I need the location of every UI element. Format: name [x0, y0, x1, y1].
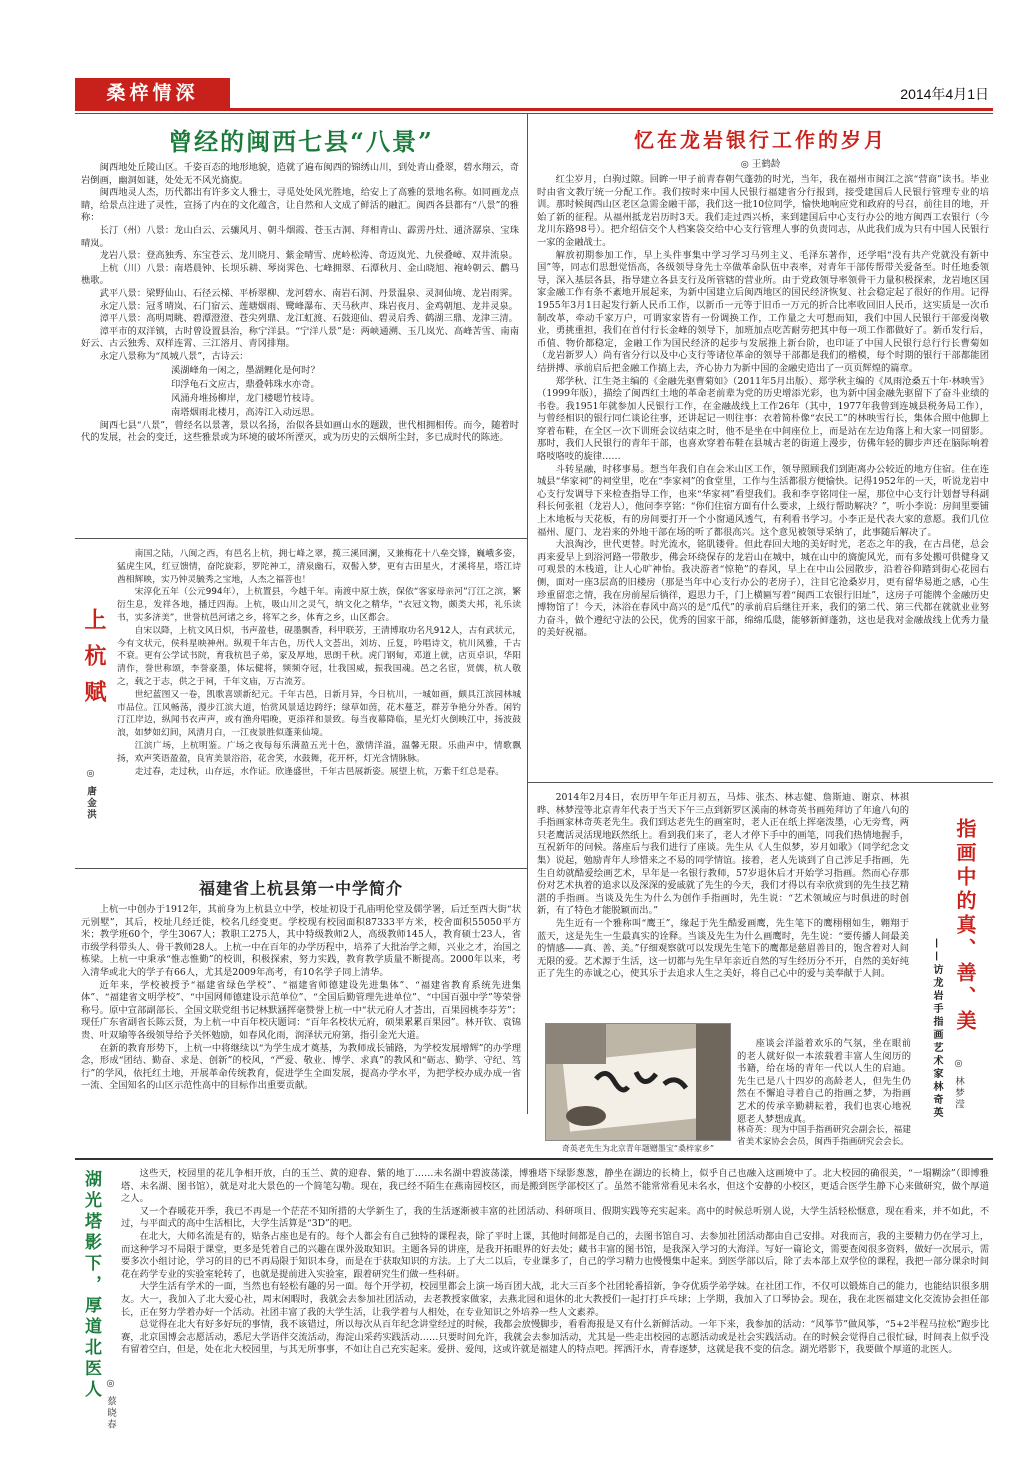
divider-art2 [528, 782, 993, 783]
divider-bottom [75, 1158, 993, 1160]
article6-para: 大学生活有学术的一面，当然也有轻松有趣的另一面。每个开学初，校园里都会上演一场百团大战，北大三百多个社团轮番招新，争夺优质学弟学妹。在社团工作，不仅可以锻炼自己的能力，也能结识很多朋友。大一，我加入了北大爱心社，周末闲暇时，我就会去参加社团活动，去老教授家做家，去燕北园和退休的北大教授们一起打打乒乓球；上学期，我加入了口琴协会。现在，我在北医福建文化交流协会担任部长，正在努力学着办好一个活动。社团丰富了我的大学生活，让我学着与人相处，在专业知识之外培养一些人文素养。 [121, 1281, 989, 1318]
article3-para: 走过春，走过秋，山存远，水作证。欣逢盛世，千年古邑展新姿。展望上杭，万紫千红总是春。 [134, 766, 505, 777]
section-title: 桑梓情深 [75, 78, 230, 108]
article3-para: 江滨广场，上杭明鉴。广场之夜每每乐满盈五光十色，激情洋溢，温馨无限。乐曲声中，情歌飘扬，欢声笑语盈盈，良宵美景浴浴，花舍笑，水鼓舞，花开杯，灯光含情脉脉。 [117, 740, 521, 764]
poem-line: 风涌舟堆扬柳岸，龙门楼嗯竹枝诗。 [171, 392, 320, 404]
article2-para: 郑学秋、江生尧主编的《金融先驱曹菊如》（2011年5月出版）、郑学秋主编的《凤雨沧桑五十年·林映雪》（1999年版），描绘了闽西红土地的革命老前辈为党的历史增添光彩，也为新中国金融先驱留下了奋斗业绩的书卷。我1951年就参加人民银行工作，在金融战线上工作26年（其中，1977年我曾到连城县税务局工作），与曾经相识的银行同仁谈论往事，还讲起记一则往事：衣着简朴像“农民工”的林映雪行长，集体合照中他脚上穿着布鞋，在全区一次下训班会议结束之时，他不是坐在中间座位上，而是站在左边角落上和大家一同留影。那时，我们人民银行的青年干部，也喜欢穿着布鞋在县城古老的街道上漫步，仿佛年轻的脚步声还在脑际响着咯吱咯吱的旋律…… [537, 375, 989, 463]
poem-line: 印浮龟石文应古，鼎叠韩珠水亦奇。 [171, 378, 320, 390]
artist-bio-text: 林奇英：现为中国手指画研究会副会长，福建省美术家协会会员，闽西手指画研究会会长。 [737, 1125, 911, 1147]
article6-para: 在北大，大师名流是有的，贴条占座也是有的。每个人都会有自己独特的课程表，除了平时上课，其他时间都是自己的，去图书馆自习、去参加社团活动都由自己安排。对我而言，我的主要精力仍在学习上，而这种学习不局限于课堂，更多是凭着自己的兴趣在课外汲取知识。主题各异的讲座，是我开拓眼界的好去处；藏书丰富的图书馆，是我深入学习的大海洋。写好一篇论文，需要查阅很多资料，做好一次展示，需要多次小组讨论，学习的目的已不再局限于知识本身，而是在于获取知识的方法。上了大二以后，专业课多了，自己的学习精力也慢慢集中起来。到医学部以后，除了去本部上双学位的课程，我把一部分课余时间花在药学专业的实验室轮转了，也就是提前进入实验室，跟着研究生们做一些科研。 [121, 1230, 989, 1280]
article1-para: 闽西地处丘陵山区。千姿百态的地形地貌，造就了遍布闽西的锦绣山川，到处青山叠翠，碧水翔云，奇岩倒画，幽洞如谜，处处无不风光旖旎。 [81, 162, 519, 186]
article3-para: 自宋以降，上杭文风日炽，书声盈巷，砚墨飘香，科甲联芳，王清博取功名凡912人，古有武状元，今有文状元，侯科星映神州。纵观千年古色，历代人文荟出，刘坊、丘复，吟唱诗文，杭川风雅，千古不衰。更有公学试书院，育我杭邑子弟，家及厚地，思朗千秋。虎门钢甸，邓道上就，店页卓识，华阳清作，誉世称颂，李誉豪墨，体坛健将，频频夺冠，壮我国威，振我国魂。邑之名宦，贤儒，杭人敬之，载之于志，供之于祠，千年文庙，万古流芳。 [117, 625, 521, 687]
article6-body [121, 1168, 989, 1357]
article6-byline: ◎ 蔡晓春 [105, 1378, 116, 1431]
article3-para: 世纪蓝图又一卷，凯歌喜颂新纪元。千年古邑，日新月异，今日杭川，一城如画，颇具江滨园林城市品位。江风畅荡，漫步江滨大道，怡赏风景适边跨纾；绿草如茵，花木蔓芝，群芳争艳分外香。闲钓汀江岸边，纵闻书衣声声，或有渔舟唱晚，更添祥和景致。每当夜幕降临，星光灯火倒映江中，扬波鼓浪，如梦如幻间，风清月白，一江夜景胜似蓬莱仙境。 [117, 689, 521, 739]
article1-body [81, 162, 519, 445]
poem-line: 溪湖峰角一闲之，墨湖鲤化是何时？ [171, 364, 320, 376]
article1-closing: 闽西七县“八景”，曾经名以景著，景以名扬，治似各县如画山水的题跋，世代相拥相传。而今，随着时代的发展，社会的变迁，这些雅景或为环境的破坏所湮灭，或为历史的云烟所尘封，多已成时代的陈迹。 [81, 419, 519, 444]
article1-para: 漳平八景：高明周眺、碧潭澄澄、苍尖列鼎、龙江虹渡、石鼓迎仙、碧灵启秀、鹤湖三鼎、龙津三清。 [99, 313, 518, 325]
masthead-rule [75, 108, 993, 111]
article5-byline: ◎ 林梦滢 [953, 1058, 964, 1111]
article2-para: 解放初期参加工作，早上头件事集中学习学习马列主义、毛泽东著作，还学唱“没有共产党就没有新中国”等，同志们思想觉悟高，各级领导身先士卒做革命队伍中表率，对青年干部传帮带关爱备至。时任地委领导，深入基层各县，指导建立各县支行及所管辖的营业所。由于党政领导率领骨干力量积极探索，龙岩地区国家金融工作有条不紊地开展起来，为新中国建立后闽西地区的国民经济恢复、社会稳定起了很好的作用。记得1955年3月1日起发行新人民币工作，以新币一元等于旧币一万元的折合比率收回旧人民币，这实质是一次币制改革，牵动千家万户，可谓家家皆有一份调换工作，工作量之大可想而知，我们中国人民银行干部爱岗敬业，勇挑重担，我们在首付行长金峰的领导下，加班加点吃苦耐劳把其中每一项工作都做好了。新币发行后，币值、物价都稳定，金融工作为国民经济的起步与发展推上新台阶，也印证了中国人民银行总行行长曹菊如（龙岩新罗人）尚有省分行以及中心支行等诸位革命的领导干部都是我们的楷模，每个时期的银行干部都能团结拼搏、承前启后把金融工作搞上去，齐心协力为新中国的金融史造出了一页页辉煌的篇章。 [537, 249, 989, 374]
article5-body [537, 792, 909, 981]
article1-para: 漳平市的双洋镇，古时曾设置县治，称宁洋县。“宁洋八景”是：两峡通溯、玉几岚光、高峰苦雪、南南好云、古云独秀、双样连霄、三江溶月、青冈排翔。 [81, 325, 519, 350]
article6-para: 又一个春暖花开季，我已不再是一个茫茫不知所措的大学新生了，我的生活逐渐被丰富的社团活动、科研项目、假期实践等充实起来。高中的时候总听别人说，大学生活轻松惬意，现在看来，并不如此，不过，与平面式的高中生活相比，大学生活算是“3D”的吧。 [121, 1205, 989, 1230]
article2-para: 大浪淘沙，世代更替。时光流水，铭肌镂骨。但此春回大地的美好时光，老态之年的我，在古昌佬，总会再来爱早上到浴河路一带散步，佛会环绕保存的龙岩山在城中，城在山中的旖旎风光，而有多处搬可供健身又可观景的木栈道，让人心旷神怡。我决游者“惊艳”的春风，早上在中山公园散步，沿着谷仰踏到街心花园右侧，面对一座3层高的旧楼房（那是当年中心支行办公的老房子），注目它沧桑岁月，更有留华易逝之感，心生珍重留恋之情，我在房前屋后徜徉，遐思力千，门上横匾写着“闽西工农银行旧址”，这房子可能牌个金融历史博物馆了！今天，沐浴在春风中高兴的是“瓜代”的承前启后继往开来，我们的第二代、第三代都在就就业业努力奋斗，做个遵纪守法的公民，优秀的国家干部，绵绵瓜瓞，能够新鲜蓬勃，这也是我对金融战线上优秀力量的美好祝福。 [537, 539, 989, 639]
article1-para: 永定八景称为“凤城八景”，古诗云： [99, 350, 249, 362]
article2-body [537, 174, 989, 640]
article6-title: 湖光塔影下，厚道北医人 [81, 1170, 101, 1401]
article5-subtitle: ——访龙岩手指画艺术家林奇英 [931, 938, 942, 1120]
masthead [75, 78, 993, 108]
article1-para: 武平八景：梁野仙山、石径云梯、平桥翠柳、龙河碧水、南岩石洞、丹景温泉、灵洞仙境、龙岩雨霁。 [99, 287, 518, 299]
masthead-rule-thin [75, 113, 993, 114]
article4-body [81, 904, 521, 1093]
column-divider [527, 114, 528, 1114]
article6-para: 总觉得在北大有好多好玩的事情，我不该错过，所以每次从百年纪念讲堂经过的时候，我都会放慢脚步，看看海报是又有什么新鲜活动。一年下来，我参加的活动：“风筝节”做风筝，“5+2半程马拉松”跑步比赛，北京国博会志愿活动，悉尼大学语伴交流活动，海淀山采药实践活动……只要时间允许，我就会去参加活动，尤其是一些走出校园的志愿活动或是社会实践活动。在的时候会觉得自己很忙碌，时间表上似乎没有留着空白，但是，处在北大校园里，与其无所事事，不如让自己充实起来。爱拼、爱闯，这或许就是福建人的特点吧。挥洒汗水，青春逐梦，这就是我不变的信念。湖光塔影下，我要做个厚道的北医人。 [121, 1319, 989, 1356]
article2-title: 忆在龙岩银行工作的岁月 [634, 128, 887, 152]
article3-para: 南国之陆，八闽之西，有邑名上杭，拥七峰之翠，揽三溪回澜，又兼梅花十八垒交锋，巍峨多姿，猛虎生风，红豆馈情，奋陀旋彩，罗陀神工，清泉幽石，双髻入梦，更有古田星火，才溪将星，塔江诗酋相辉映，实乃钟灵毓秀之宝地，人杰之福菩也！ [117, 549, 521, 585]
article4-para: 上杭一中创办于1912年，其前身为上杭县立中学，校址初设于孔庙明伦堂及儒学署，后迁至西大街“状元别墅”，其后，校址几经迁徙，校名几经变更。学校现有校园面积87333平方米，校舍面积55050平方米；教学班60个，学生3067人；教职工275人，其中特级教师2人，高级教师145人，教育硕士23人，省市级学科带头人、骨干教师28人。上杭一中在百年的办学历程中，培养了大批治学之师，兴业之才，治国之栋梁。上杭一中秉承“惟志惟勤”的校训，积极探索，努力实践，教育教学质量不断提高。2000年以来，考入清华或北大的学子有66人，尤其是2009年高考，有10名学子同上清华。 [81, 904, 521, 978]
artist-bio [737, 1124, 911, 1148]
article5-para: 2014年2月4日，农历甲午年正月初五，马炜、张杰、林志健、詹斯迪、谢京、林祺晔、林梦滢等北京青年代表于当天下午三点到新罗区溪南的林奇英书画苑拜访了年逾八旬的手指画家林奇英老先生。我们到达老先生的画室时，老人正在纸上挥毫泼墨，心无旁骛，两只老鹰活灵活现地跃然纸上。看到我们来了，老人才停下手中的画笔，同我们热情地握手，互祝新年的问候。落座后与我们进行了座谈。先生从《人生似梦，岁月如歌》（同学纪念文集）说起，勉励青年人珍惜来之不易的同学情谊。接着，老人先谈到了自己涉足手指画，先生自幼就酷爱绘画艺术，早年是一名银行教师，57岁退休后才开始学习指画。然而心存那份对艺术执着的追求以及深深的爱戚就了先生的今天，我们才得以有幸欣赏到的先生技艺精湛的手指画。当谈及先生为什么为创作手指画时，先生说：“艺术领域应与时俱进的时创新，有了特色才能脱颖而出。” [537, 792, 909, 917]
article4-para: 近年来，学校被授予“福建省绿色学校”、“福建省师德建设先进集体”、“福建省教育系统先进集体”、“福建省文明学校”、“中国网师德建设示范单位”、“全国后勤管理先进单位”、“中国百强中学”等荣誉称号。原中宣部副部长、全国文联党组书记林默涵挥毫赞誉上杭一中“状元府人才荟出，百果园桃李芬芳”；现任广东省副省长陈云贤，为上杭一中百年校庆题词：“百年名校状元府，硕果累累百果园”。林开钦、袁锦贵、叶双瑜等各级领导给予关怀勉励，如春风化雨，润泽状元府第，指引金光大道。 [81, 979, 521, 1041]
article3-title: 上杭赋 [81, 608, 107, 716]
poem-block [81, 364, 519, 420]
photo-caption: 奇英老先生为北京青年题赠墨宝“桑梓家乡” [561, 1144, 715, 1153]
article3-para: 宋淳化五年（公元994年），上杭置县，今越千年。南渡中原士族，保依“客家母亲河”汀江之滨，繁衍生息，发祥各地，播迁四海。上杭，吸山川之灵气，纳文化之精华，“衣冠文物，颇类大邦，礼乐读书，实多济美”，世誉杭邑河诸之乡，将军之乡，体育之乡，山区都会。 [117, 587, 521, 623]
issue-date: 2014年4月1日 [900, 86, 989, 102]
article2-byline: ◎ 王鹤龄 [740, 159, 781, 170]
article1-title: 曾经的闽西七县“八景” [168, 127, 434, 156]
calligraphy-photo [545, 1023, 731, 1141]
article1-para: 上杭（川）八景：南塔晨钟、长坝乐耕、琴岗霁色、七峰拥翠、石潭秋月、金山晓旭、袍岭朝云、鹳马樵歌。 [81, 262, 519, 287]
article3-body [117, 548, 521, 778]
article2-para: 斗转星融，时移事易。想当年我们自在会米山区工作，领导照顾我们到距离办公较近的地方住宿。住在连城县“华家祠”的祠堂里，吃在“李家祠”的食堂里，工作与生活都很方便愉快。记得1952年的一天，听说龙岩中心支行发调导下来检查指导工作，也来“华家祠”看望我们。我和李亨铭同住一屋，那位中心支行计划督导科副科长何张祖（龙岩人），他问李亨铭：“你们住宿方面有什么要求，上级行帮助解决？”，听小李说：房间里要铺上木地板与天花板，有的房间要打开一个小窗通风透气，有利看书学习。小李正是代表大家的意愿。我们几位福州、厦门、龙岩来的外地干部在场的听了都很高兴。这个意见被领导采纳了，此事随后解决了。 [537, 463, 989, 538]
article1-para: 永定八景：冠豸晴岚、石门宿云、莲塘烟雨、鹭峰瀑布、天马秋声、珠岩夜月、金鸡朝旭、龙井灵泉。 [99, 300, 518, 312]
article4-title: 福建省上杭县第一中学简介 [198, 879, 403, 898]
article1-para: 闽西地灵人杰，历代都出有许多文人雅士，寻觅处处风光胜地，给安上了高雅的景地名称。如同画龙点睛，给景点注进了灵性，宣扬了内在的文化蕴含，让自然和人文成了鲜活的融汇。闽西各县都有“八景”的雅称： [81, 187, 519, 224]
divider-art3 [75, 868, 527, 869]
article5-body-lower [737, 1038, 911, 1126]
article5-para: 座谈会洋溢着欢乐的气氛，坐在眼前的老人就好似一本浓载着丰富人生阅历的书籍，给在场的青年一代以人生的启迪。先生已是八十四岁的高龄老人，但先生仍然在不懈追寻着自己的指画之梦，为指画艺术的传承辛勤耕耘着，我们也衷心地祝愿老人梦想成真。 [737, 1038, 911, 1125]
calligraphy-photo-art [546, 1024, 731, 1141]
article6-para: 这些天，校园里的花儿争相开放，白的玉兰、黄的迎春、紫的地丁……未名湖中碧波荡漾，博雅塔下绿影葱葱，静坐在湖边的长椅上，似乎自己也融入这画境中了。北大校园的确很美，“一塌糊涂”（即博雅塔、未名湖、图书馆），就是对北大景色的一个简笔勾勒。现在，我已经不陌生在燕南园校区，而是搬到医学部校区了。虽然不能常常看见未名水，但这个安静的小校区，更适合医学生静下心来做研究，做个厚道之人。 [121, 1168, 989, 1205]
article2-para: 红尘岁月，白驹过隙。回眸一甲子前青春朝气蓬勃的时光，当年，我在福州市闽江之滨“营商”读书。毕业时由省文教厅统一分配工作。我们按时来中国人民银行福建省分行报到，接受建国后人民银行管理专业的培训。那时候闽西山区老区急需金融干部，我们这一批10位同学，愉快地响应党和政府的号召，前往目的地，开始了新的征程。从福州抵龙岩历时3天。我们走过西兴桥，来到建国后中心支行办公的地方闽西工农银行（今龙川东路98号）。把介绍信交个人档案袋交给中心支行管理人事的负责同志，从此我们成为只有中国人民银行一家的金融战士。 [537, 174, 989, 248]
divider-art1 [75, 538, 527, 539]
article4-para: 在新的教育形势下，上杭一中将继续以“为学生成才奠基，为教师成长铺路，为学校发展增辉”的办学理念，形成“团结、勤奋、求是、创新”的校风，“严爱、敬业、博学、求真”的教风和“砺志、勤学、守纪、笃行”的学风，依托红土地，开展革命传统教育，促进学生全面发展，提高办学水平，为把学校办成办成一省一流、全国知名的山区示范性高中的目标作出重要贡献。 [81, 1042, 521, 1092]
article1-para: 龙岩八景：登高独秀、东宝苍云、龙川晓月、紫金晴雪、虎岭松涛、奇迈岚光、九侯叠嶂、双井流泉。 [99, 250, 518, 262]
article5-para: 先生近有一个雅称叫“鹰王”，缘起于先生酷爱画鹰，先生笔下的鹰栩栩如生，翱翔于蓝天，这是先生一生最真实的诠释。当谈及先生为什么画鹰时，先生说：“要传播人间最美的情感——真、善、美。”仔细观察就可以发现先生笔下的鹰都是慈眉善目的，饱含着对人间无限的爱。艺术源于生活，这一切都与先生早年亲近自然的写生经历分不开，自然的美好纯正了先生的赤诚之心，使其乐于去追求人生之美好，将自己心中的爱与美奉献于人间。 [537, 917, 909, 980]
article5-title: 指画中的真、善、美 [953, 818, 977, 1034]
article1-para: 长汀（州）八景：龙山白云、云骧风月、朝斗烟霞、苍玉古洞、拜相青山、霹雳丹灶、通济潺泉、宝珠晴岚。 [81, 224, 519, 249]
article3-byline: ◎ 唐金洪 [85, 768, 96, 821]
poem-line: 南塔烟雨北楼月，高涛江入动远思。 [171, 406, 320, 418]
